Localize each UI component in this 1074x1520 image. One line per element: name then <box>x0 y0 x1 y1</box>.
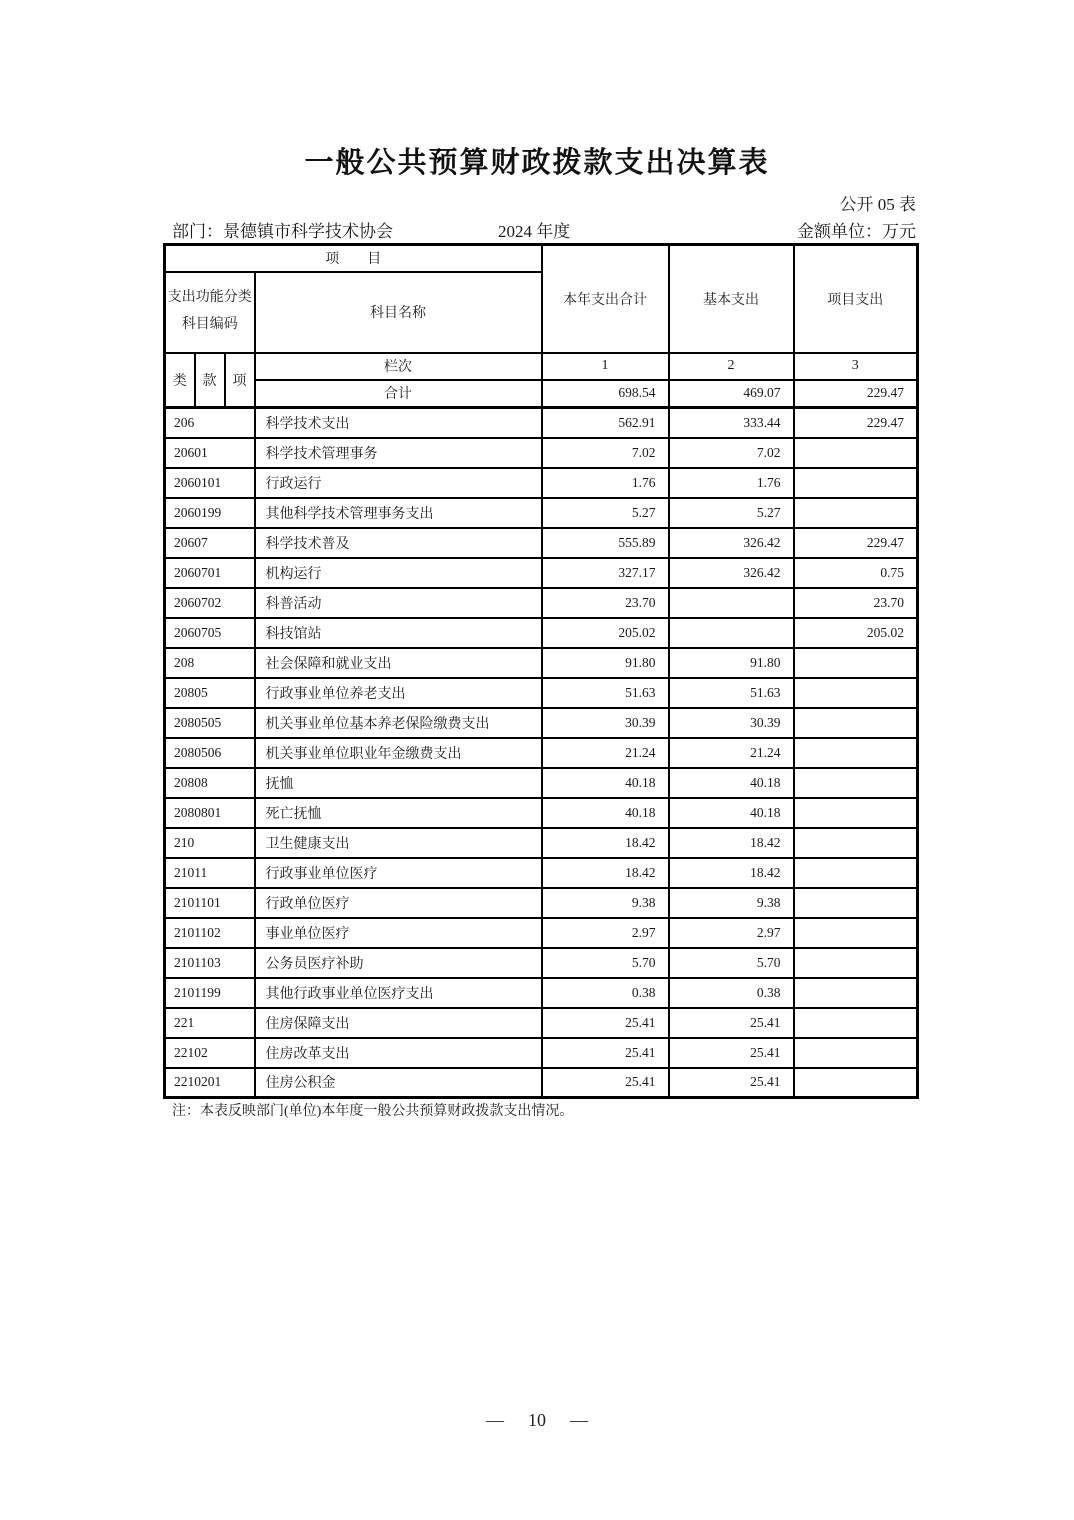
table-row <box>165 828 918 858</box>
row-code: 2080505 <box>165 708 255 738</box>
row-project-value <box>794 918 918 948</box>
row-name: 住房保障支出 <box>255 1008 542 1038</box>
page-title: 一般公共预算财政拨款支出决算表 <box>304 147 770 179</box>
budget-table <box>163 243 919 1099</box>
row-basic-value: 326.42 <box>669 558 794 588</box>
row-basic-value: 30.39 <box>669 708 794 738</box>
page-number: 10 <box>528 1410 546 1430</box>
row-total-value: 25.41 <box>542 1038 669 1068</box>
row-code: 20805 <box>165 678 255 708</box>
row-project-value <box>794 1008 918 1038</box>
row-project-value <box>794 708 918 738</box>
row-name: 事业单位医疗 <box>255 918 542 948</box>
row-name: 行政事业单位养老支出 <box>255 678 542 708</box>
row-name: 死亡抚恤 <box>255 798 542 828</box>
row-code: 2060199 <box>165 498 255 528</box>
row-basic-value: 0.38 <box>669 978 794 1008</box>
row-code: 2101101 <box>165 888 255 918</box>
row-project-value <box>794 648 918 678</box>
row-project-value <box>794 1068 918 1098</box>
row-project-value <box>794 738 918 768</box>
row-total-value: 18.42 <box>542 858 669 888</box>
table-row <box>165 798 918 828</box>
row-basic-value: 51.63 <box>669 678 794 708</box>
row-total-value: 1.76 <box>542 468 669 498</box>
table-row <box>165 438 918 468</box>
row-basic-value: 25.41 <box>669 1008 794 1038</box>
row-code: 208 <box>165 648 255 678</box>
table-row <box>165 528 918 558</box>
row-basic-value: 21.24 <box>669 738 794 768</box>
table-row <box>165 408 918 438</box>
row-total-value: 18.42 <box>542 828 669 858</box>
table-row <box>165 888 918 918</box>
column-index-3: 3 <box>794 353 918 380</box>
row-code: 2060701 <box>165 558 255 588</box>
row-name: 科普活动 <box>255 588 542 618</box>
table-code-label: 公开 05 表 <box>839 195 916 214</box>
row-code: 2060705 <box>165 618 255 648</box>
item-header: 项 <box>225 353 255 408</box>
row-name: 抚恤 <box>255 768 542 798</box>
row-total-value: 0.38 <box>542 978 669 1008</box>
row-total-value: 205.02 <box>542 618 669 648</box>
column-index-1: 1 <box>542 353 669 380</box>
table-row <box>165 978 918 1008</box>
grand-total-value: 698.54 <box>542 380 669 408</box>
row-total-value: 51.63 <box>542 678 669 708</box>
table-row <box>165 858 918 888</box>
table-note: 注：本表反映部门(单位)本年度一般公共预算财政拨款支出情况。 <box>172 1104 574 1119</box>
row-name: 住房改革支出 <box>255 1038 542 1068</box>
row-project-value: 205.02 <box>794 618 918 648</box>
row-basic-value: 25.41 <box>669 1038 794 1068</box>
column-index-2: 2 <box>669 353 794 380</box>
row-code: 22102 <box>165 1038 255 1068</box>
class-header: 类 <box>165 353 195 408</box>
meta-row <box>163 217 916 239</box>
row-total-value: 555.89 <box>542 528 669 558</box>
row-basic-value <box>669 618 794 648</box>
row-name: 其他行政事业单位医疗支出 <box>255 978 542 1008</box>
row-name: 行政运行 <box>255 468 542 498</box>
table-row <box>165 558 918 588</box>
column-index-label: 栏次 <box>255 353 542 380</box>
row-project-value: 229.47 <box>794 528 918 558</box>
table-row <box>165 918 918 948</box>
row-code: 210 <box>165 828 255 858</box>
row-project-value <box>794 978 918 1008</box>
footer-left-dash: — <box>486 1410 504 1430</box>
department-label: 部门：景德镇市科学技术协会 <box>172 222 393 241</box>
row-code: 2210201 <box>165 1068 255 1098</box>
row-total-value: 21.24 <box>542 738 669 768</box>
code-group-line2: 科目编码 <box>181 317 238 332</box>
row-name: 机关事业单位职业年金缴费支出 <box>255 738 542 768</box>
row-basic-value: 9.38 <box>669 888 794 918</box>
code-group-line1: 支出功能分类 <box>167 290 252 306</box>
row-total-value: 91.80 <box>542 648 669 678</box>
column-header-total: 本年支出合计 <box>542 245 669 353</box>
row-project-value <box>794 468 918 498</box>
grand-project-value: 229.47 <box>794 380 918 408</box>
table-row <box>165 738 918 768</box>
table-row <box>165 678 918 708</box>
row-project-value <box>794 858 918 888</box>
row-basic-value <box>669 588 794 618</box>
row-name: 社会保障和就业支出 <box>255 648 542 678</box>
project-group-header: 项 目 <box>165 245 542 272</box>
row-total-value: 327.17 <box>542 558 669 588</box>
row-name: 科学技术管理事务 <box>255 438 542 468</box>
row-project-value <box>794 948 918 978</box>
row-code: 2101103 <box>165 948 255 978</box>
grand-total-row <box>165 380 918 408</box>
subject-name-header: 科目名称 <box>255 272 542 353</box>
row-total-value: 5.27 <box>542 498 669 528</box>
row-name: 行政事业单位医疗 <box>255 858 542 888</box>
row-name: 科技馆站 <box>255 618 542 648</box>
row-name: 科学技术普及 <box>255 528 542 558</box>
row-code: 206 <box>165 408 255 438</box>
row-project-value <box>794 768 918 798</box>
table-row <box>165 948 918 978</box>
row-total-value: 9.38 <box>542 888 669 918</box>
row-basic-value: 5.70 <box>669 948 794 978</box>
row-name: 行政单位医疗 <box>255 888 542 918</box>
row-basic-value: 326.42 <box>669 528 794 558</box>
section-header: 款 <box>195 353 225 408</box>
row-total-value: 23.70 <box>542 588 669 618</box>
table-row <box>165 468 918 498</box>
row-code: 2101102 <box>165 918 255 948</box>
row-name: 住房公积金 <box>255 1068 542 1098</box>
table-body <box>165 408 918 1098</box>
row-basic-value: 333.44 <box>669 408 794 438</box>
header-row-index <box>165 353 918 380</box>
row-basic-value: 18.42 <box>669 828 794 858</box>
row-code: 2060702 <box>165 588 255 618</box>
table-row <box>165 498 918 528</box>
row-total-value: 5.70 <box>542 948 669 978</box>
header-row-project <box>165 245 918 272</box>
row-project-value <box>794 678 918 708</box>
grand-basic-value: 469.07 <box>669 380 794 408</box>
page-footer <box>0 1410 1074 1431</box>
footer-right-dash: — <box>570 1410 588 1430</box>
table-row <box>165 1008 918 1038</box>
table-row <box>165 648 918 678</box>
row-name: 机关事业单位基本养老保险缴费支出 <box>255 708 542 738</box>
row-basic-value: 2.97 <box>669 918 794 948</box>
table-row <box>165 708 918 738</box>
row-code: 20808 <box>165 768 255 798</box>
row-project-value <box>794 498 918 528</box>
row-name: 卫生健康支出 <box>255 828 542 858</box>
row-basic-value: 91.80 <box>669 648 794 678</box>
row-name: 机构运行 <box>255 558 542 588</box>
fiscal-year-label: 2024 年度 <box>498 222 571 241</box>
row-basic-value: 1.76 <box>669 468 794 498</box>
column-header-project-exp: 项目支出 <box>794 245 918 353</box>
row-total-value: 40.18 <box>542 768 669 798</box>
amount-unit-label: 金额单位：万元 <box>797 222 916 241</box>
row-project-value <box>794 438 918 468</box>
row-total-value: 562.91 <box>542 408 669 438</box>
row-basic-value: 40.18 <box>669 768 794 798</box>
row-basic-value: 25.41 <box>669 1068 794 1098</box>
row-total-value: 40.18 <box>542 798 669 828</box>
row-project-value <box>794 888 918 918</box>
row-code: 20601 <box>165 438 255 468</box>
row-total-value: 25.41 <box>542 1068 669 1098</box>
row-total-value: 7.02 <box>542 438 669 468</box>
code-group-header <box>165 272 255 353</box>
row-basic-value: 40.18 <box>669 798 794 828</box>
row-total-value: 25.41 <box>542 1008 669 1038</box>
row-basic-value: 5.27 <box>669 498 794 528</box>
table-row <box>165 768 918 798</box>
row-code: 20607 <box>165 528 255 558</box>
row-total-value: 30.39 <box>542 708 669 738</box>
row-name: 公务员医疗补助 <box>255 948 542 978</box>
row-project-value: 229.47 <box>794 408 918 438</box>
row-basic-value: 7.02 <box>669 438 794 468</box>
row-basic-value: 18.42 <box>669 858 794 888</box>
table-row <box>165 588 918 618</box>
table-row <box>165 618 918 648</box>
row-code: 2101199 <box>165 978 255 1008</box>
row-code: 2080506 <box>165 738 255 768</box>
row-code: 2060101 <box>165 468 255 498</box>
row-code: 21011 <box>165 858 255 888</box>
row-name: 其他科学技术管理事务支出 <box>255 498 542 528</box>
table-head-section <box>165 245 918 408</box>
column-header-basic: 基本支出 <box>669 245 794 353</box>
row-project-value: 23.70 <box>794 588 918 618</box>
row-total-value: 2.97 <box>542 918 669 948</box>
row-project-value: 0.75 <box>794 558 918 588</box>
row-name: 科学技术支出 <box>255 408 542 438</box>
row-project-value <box>794 1038 918 1068</box>
table-row <box>165 1038 918 1068</box>
row-code: 2080801 <box>165 798 255 828</box>
row-code: 221 <box>165 1008 255 1038</box>
row-project-value <box>794 798 918 828</box>
grand-total-label: 合计 <box>255 380 542 408</box>
table-row <box>165 1068 918 1098</box>
row-project-value <box>794 828 918 858</box>
